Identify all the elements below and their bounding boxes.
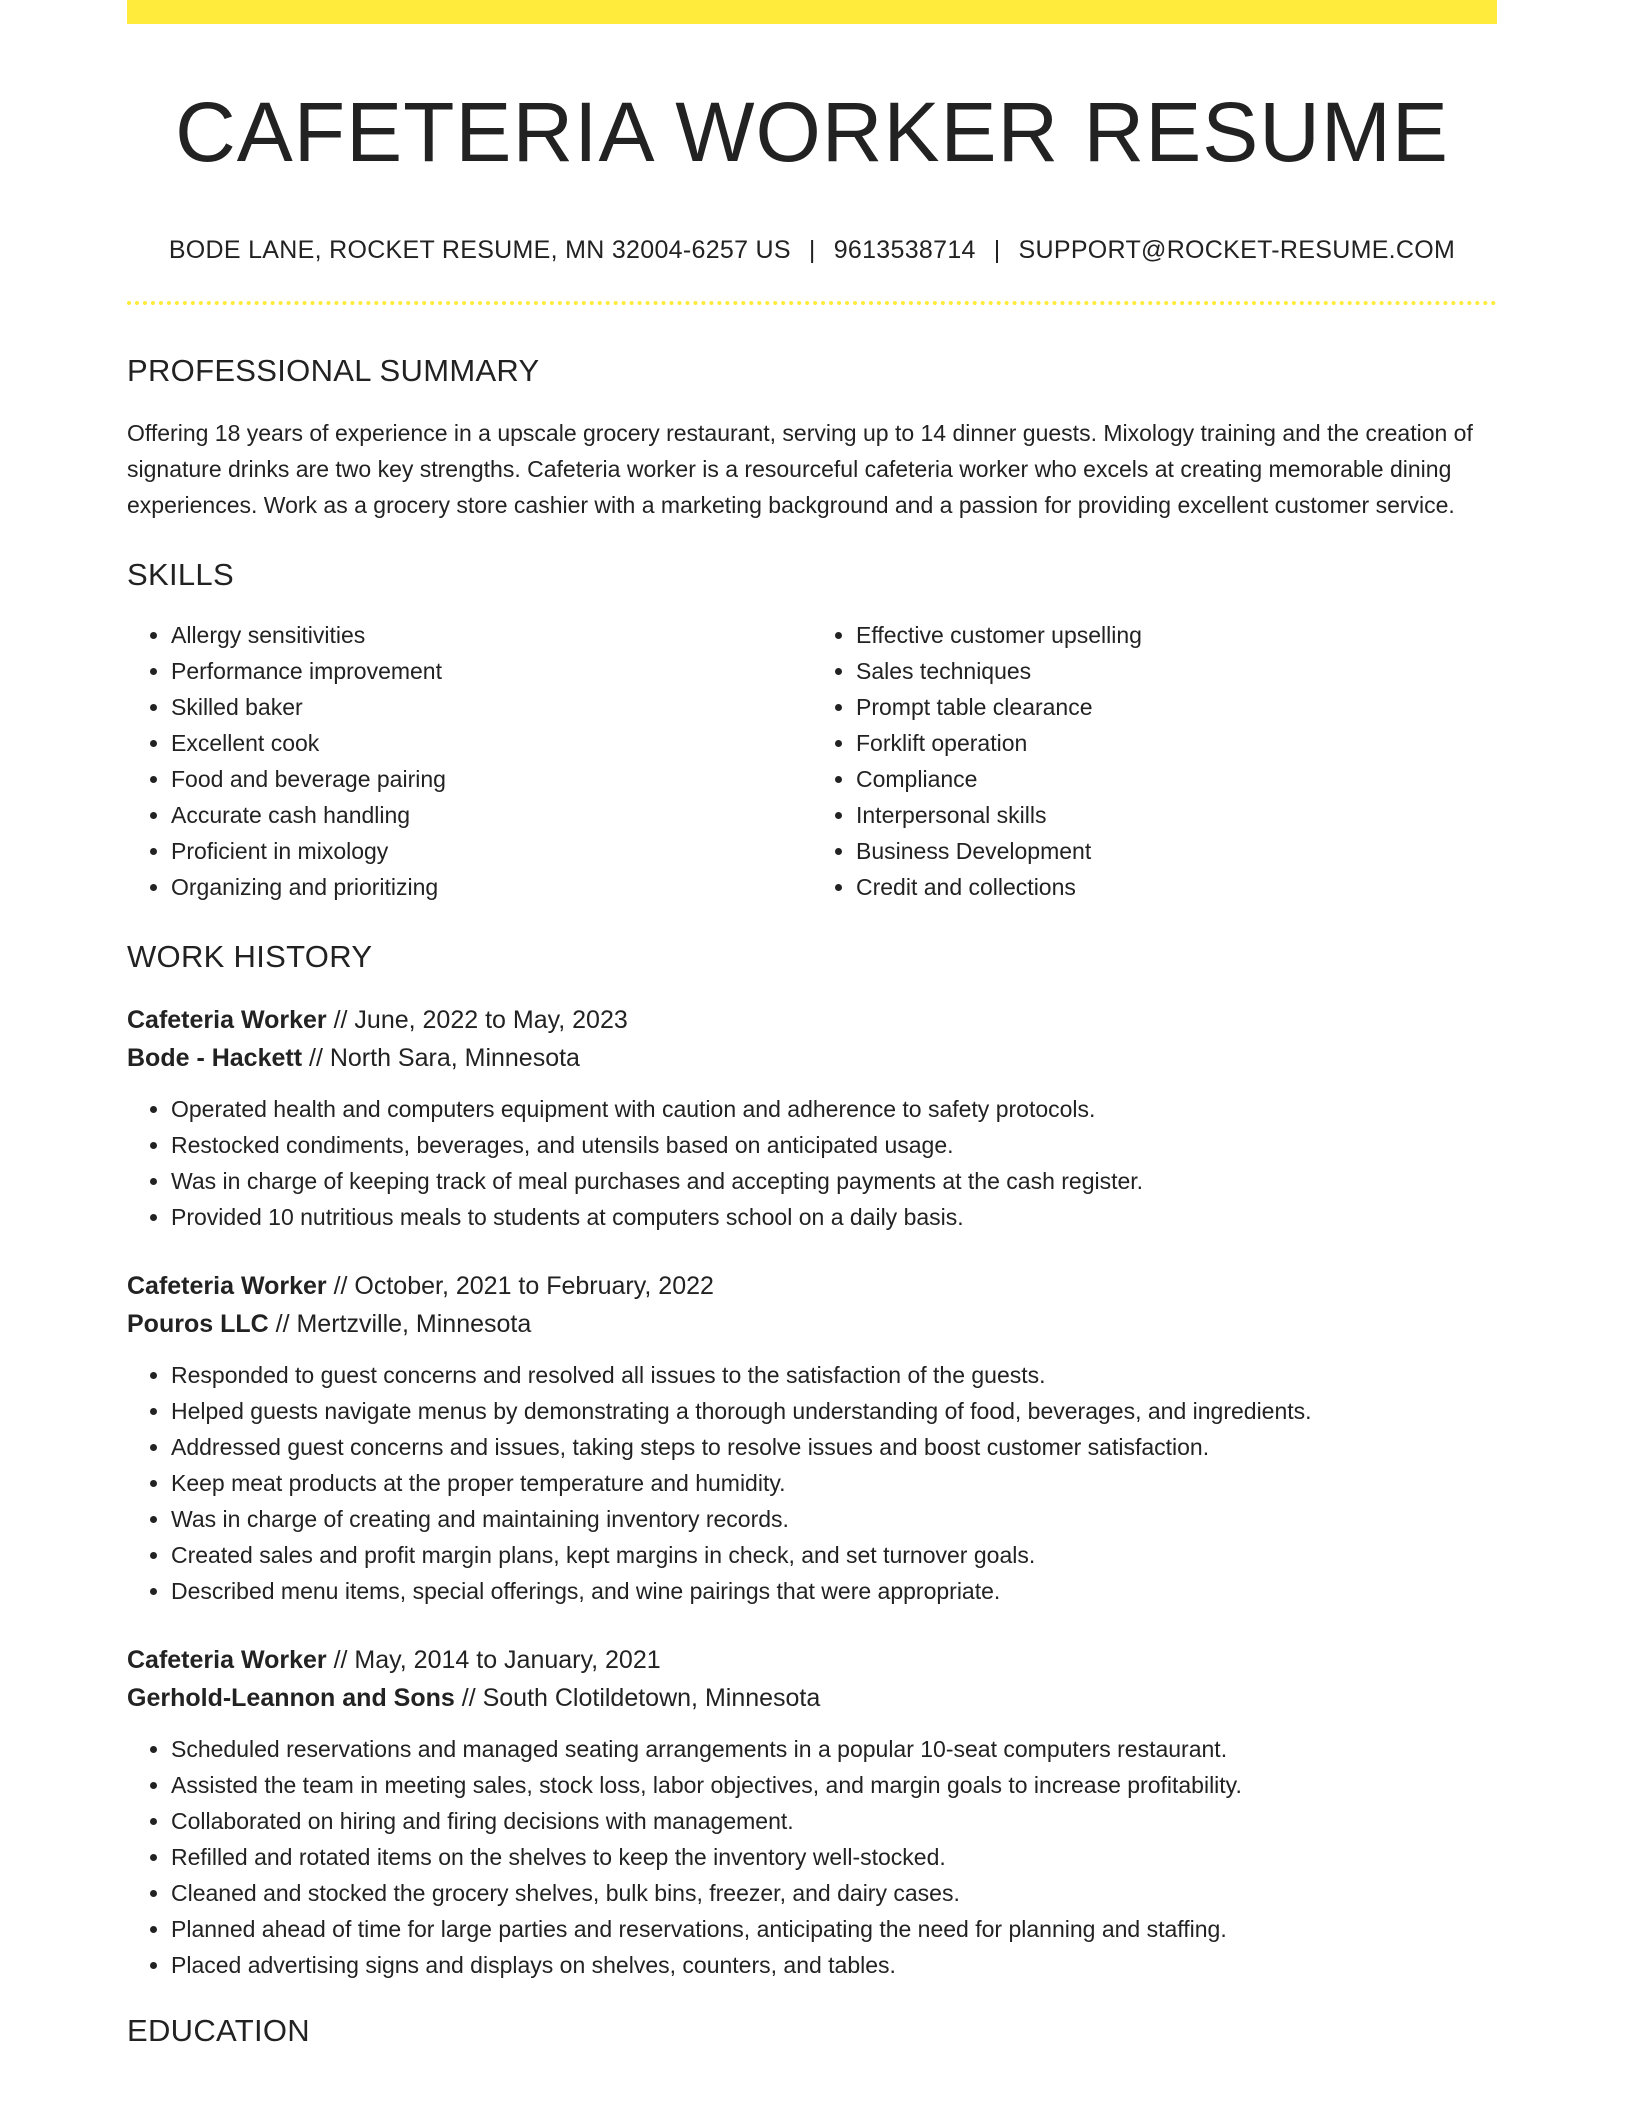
job-role: Cafeteria Worker xyxy=(127,1646,327,1675)
job-company-line xyxy=(127,1679,1497,1717)
skills-list xyxy=(127,617,1497,905)
job-company-line xyxy=(127,1039,1497,1077)
job-dates: // May, 2014 to January, 2021 xyxy=(333,1646,661,1675)
skills-column-left xyxy=(127,617,812,905)
contact-line xyxy=(127,236,1497,265)
job-duty: • Restocked condiments, beverages, and utensils based on anticipated usage. xyxy=(171,1127,1497,1163)
job-duty: • Planned ahead of time for large parties and reservations, anticipating the need for planning and staffing. xyxy=(171,1911,1497,1947)
job-duty: • Provided 10 nutritious meals to students at computers school on a daily basis. xyxy=(171,1199,1497,1235)
job-duty: • Scheduled reservations and managed seating arrangements in a popular 10-seat computers restaurant. xyxy=(171,1731,1497,1767)
job-duty: • Refilled and rotated items on the shelves to keep the inventory well-stocked. xyxy=(171,1839,1497,1875)
job-duties xyxy=(127,1731,1497,1983)
dotted-divider xyxy=(127,301,1497,305)
job-entry xyxy=(127,1001,1497,1235)
skill-item: • Performance improvement xyxy=(171,653,812,689)
job-role: Cafeteria Worker xyxy=(127,1272,327,1301)
work-history-list xyxy=(127,1001,1497,1983)
job-role: Cafeteria Worker xyxy=(127,1006,327,1035)
job-company: Gerhold-Leannon and Sons xyxy=(127,1684,455,1713)
job-duties xyxy=(127,1091,1497,1235)
skill-item: • Proficient in mixology xyxy=(171,833,812,869)
skill-item: • Interpersonal skills xyxy=(856,797,1497,833)
accent-top-bar xyxy=(127,0,1497,24)
job-company: Pouros LLC xyxy=(127,1310,269,1339)
summary-heading: PROFESSIONAL SUMMARY xyxy=(127,353,540,389)
summary-text: Offering 18 years of experience in a upscale grocery restaurant, serving up to 14 dinner guests. Mixology training and the creation of signature drinks are two key strengths. Cafeteria worker is a resourceful cafeteria worker who excels at creating memorable dining experiences. Work as a grocery store cashier with a marketing background and a passion for providing excellent customer service. xyxy=(127,420,1473,519)
skills-column-right xyxy=(812,617,1497,905)
skill-item: • Credit and collections xyxy=(856,869,1497,905)
job-title-line xyxy=(127,1001,1497,1039)
job-duty: • Collaborated on hiring and firing decisions with management. xyxy=(171,1803,1497,1839)
contact-email: SUPPORT@ROCKET-RESUME.COM xyxy=(1018,236,1456,265)
job-duty: • Described menu items, special offerings, and wine pairings that were appropriate. xyxy=(171,1573,1497,1609)
contact-address: BODE LANE, ROCKET RESUME, MN 32004-6257 US xyxy=(168,236,791,265)
job-duty: • Was in charge of creating and maintaining inventory records. xyxy=(171,1501,1497,1537)
skill-item: • Allergy sensitivities xyxy=(171,617,812,653)
job-dates: // October, 2021 to February, 2022 xyxy=(333,1272,714,1301)
skill-item: • Accurate cash handling xyxy=(171,797,812,833)
job-company: Bode - Hackett xyxy=(127,1044,303,1073)
skill-item: • Compliance xyxy=(856,761,1497,797)
job-entry xyxy=(127,1641,1497,1983)
skill-item: • Excellent cook xyxy=(171,725,812,761)
job-location: // South Clotildetown, Minnesota xyxy=(461,1684,821,1713)
job-location: // North Sara, Minnesota xyxy=(309,1044,580,1073)
skill-item: • Forklift operation xyxy=(856,725,1497,761)
job-dates: // June, 2022 to May, 2023 xyxy=(333,1006,628,1035)
job-duty: • Responded to guest concerns and resolved all issues to the satisfaction of the guests. xyxy=(171,1357,1497,1393)
job-duty: • Addressed guest concerns and issues, taking steps to resolve issues and boost customer satisfaction. xyxy=(171,1429,1497,1465)
contact-phone: 9613538714 xyxy=(833,236,976,265)
skill-item: • Organizing and prioritizing xyxy=(171,869,812,905)
job-duty: • Keep meat products at the proper temperature and humidity. xyxy=(171,1465,1497,1501)
resume-page xyxy=(127,0,1497,2049)
skill-item: • Effective customer upselling xyxy=(856,617,1497,653)
job-duty: • Placed advertising signs and displays on shelves, counters, and tables. xyxy=(171,1947,1497,1983)
job-duty: • Cleaned and stocked the grocery shelves, bulk bins, freezer, and dairy cases. xyxy=(171,1875,1497,1911)
job-duty: • Created sales and profit margin plans, kept margins in check, and set turnover goals. xyxy=(171,1537,1497,1573)
skill-item: • Business Development xyxy=(856,833,1497,869)
job-duty: • Helped guests navigate menus by demonstrating a thorough understanding of food, beverages, and ingredients. xyxy=(171,1393,1497,1429)
resume-title: CAFETERIA WORKER RESUME xyxy=(175,85,1449,179)
job-title-line xyxy=(127,1641,1497,1679)
job-duties xyxy=(127,1357,1497,1609)
skill-item: • Skilled baker xyxy=(171,689,812,725)
contact-separator: | xyxy=(993,236,1001,265)
job-duty: • Operated health and computers equipment with caution and adherence to safety protocols. xyxy=(171,1091,1497,1127)
work-history-heading: WORK HISTORY xyxy=(127,939,373,975)
skill-item: • Sales techniques xyxy=(856,653,1497,689)
contact-separator: | xyxy=(808,236,816,265)
job-company-line xyxy=(127,1305,1497,1343)
skills-heading: SKILLS xyxy=(127,557,234,593)
skill-item: • Prompt table clearance xyxy=(856,689,1497,725)
job-title-line xyxy=(127,1267,1497,1305)
job-duty: • Assisted the team in meeting sales, stock loss, labor objectives, and margin goals to increase profitability. xyxy=(171,1767,1497,1803)
job-entry xyxy=(127,1267,1497,1609)
skill-item: • Food and beverage pairing xyxy=(171,761,812,797)
job-location: // Mertzville, Minnesota xyxy=(275,1310,532,1339)
job-duty: • Was in charge of keeping track of meal purchases and accepting payments at the cash register. xyxy=(171,1163,1497,1199)
education-heading: EDUCATION xyxy=(127,2013,310,2049)
